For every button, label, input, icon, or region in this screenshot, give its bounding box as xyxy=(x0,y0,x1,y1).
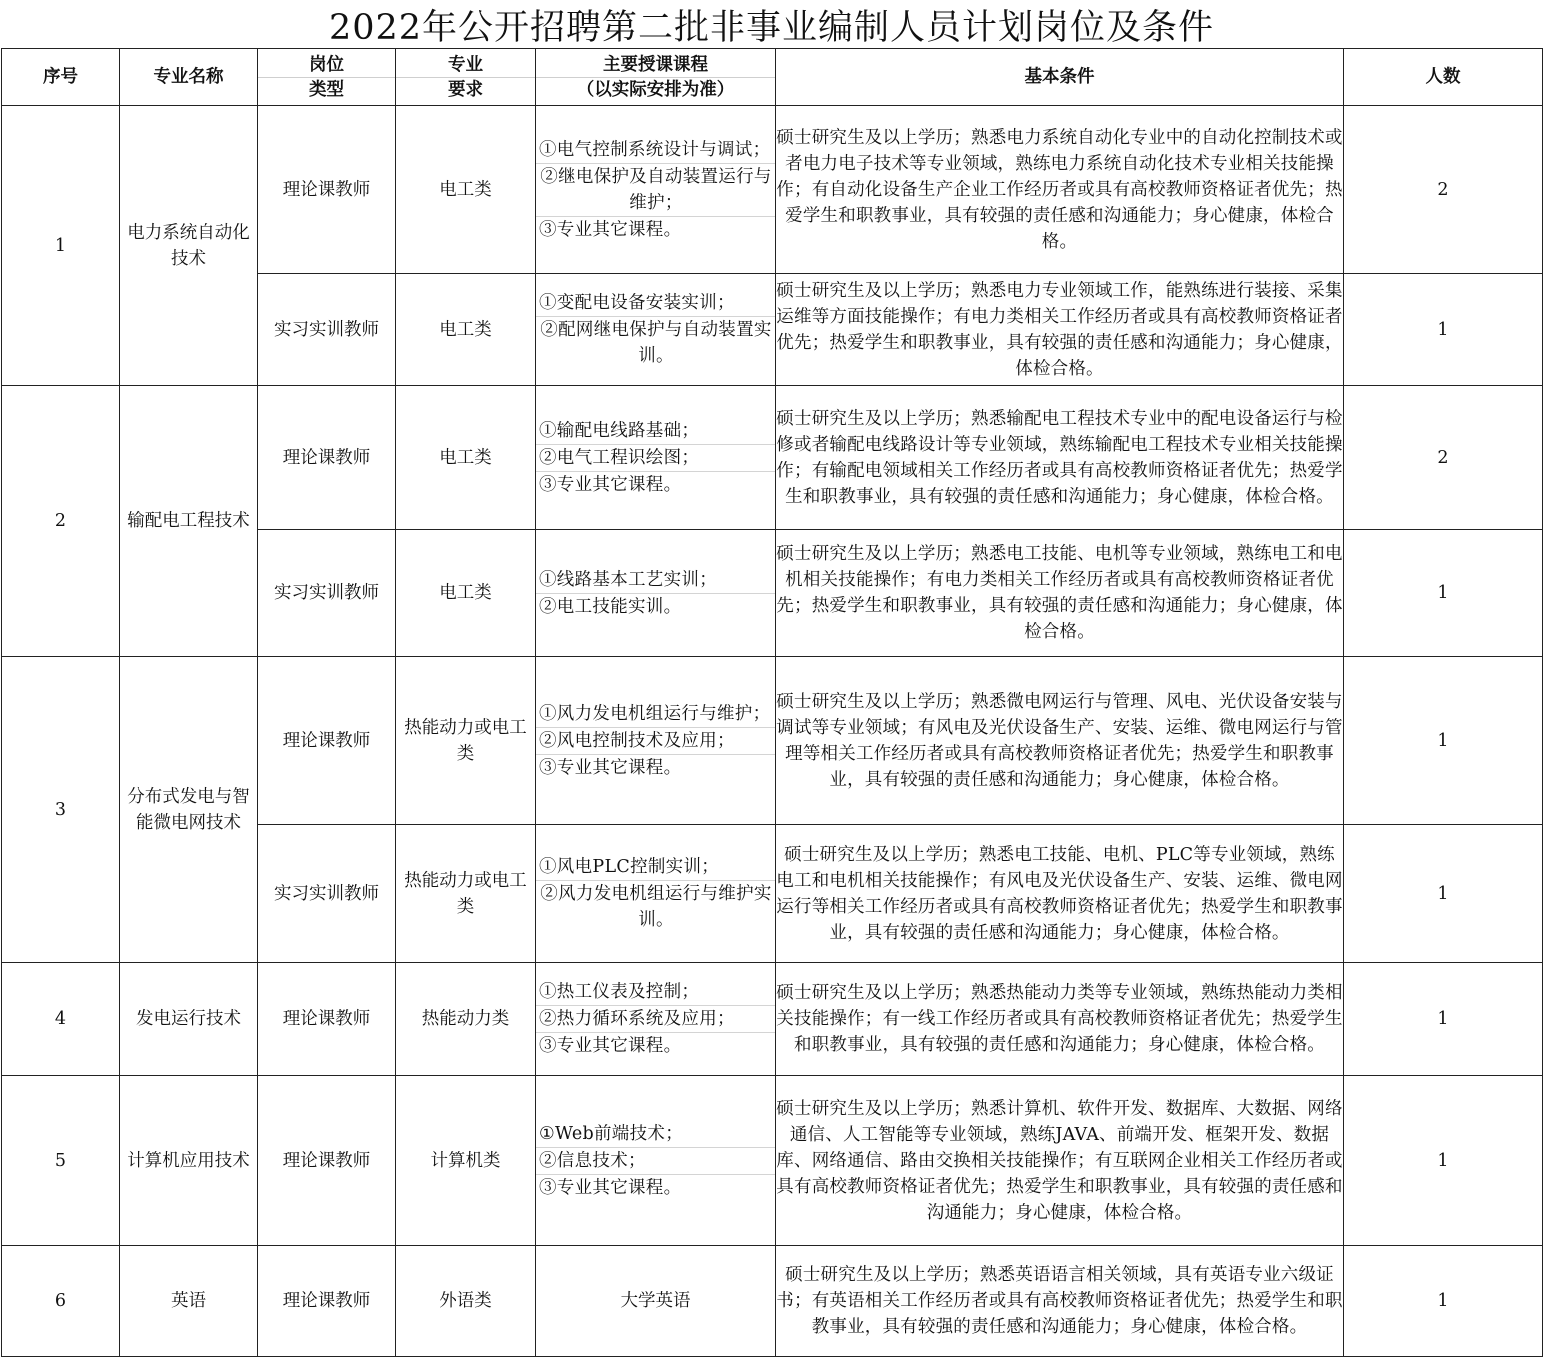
header-post-type-line2: 类型 xyxy=(258,77,395,102)
course-item: ③专业其它课程。 xyxy=(536,216,775,243)
conditions-cell: 硕士研究生及以上学历；熟悉计算机、软件开发、数据库、大数据、网络通信、人工智能等专业领域，熟练JAVA、前端开发、框架开发、数据库、网络通信、路由交换相关技能操作；有互联网企业相关工作经历者或具有高校教师资格证者优先；热爱学生和职教事业，具有较强的责任感和沟通能力；身心健康，体检合格。 xyxy=(776,1076,1344,1246)
header-major-req xyxy=(396,49,536,106)
post-type-cell: 理论课教师 xyxy=(258,1076,396,1246)
count-cell: 1 xyxy=(1344,274,1543,386)
courses-cell xyxy=(536,530,776,657)
post-type-cell: 理论课教师 xyxy=(258,106,396,274)
header-courses xyxy=(536,49,776,106)
course-item: ②风力发电机组运行与维护实训。 xyxy=(536,880,775,933)
major-req-cell: 电工类 xyxy=(396,106,536,274)
conditions-cell: 硕士研究生及以上学历；熟悉微电网运行与管理、风电、光伏设备安装与调试等专业领域；有风电及光伏设备生产、安装、运维、微电网运行与管理等相关工作经历者或具有高校教师资格证者优先；热爱学生和职教事业，具有较强的责任感和沟通能力；身心健康，体检合格。 xyxy=(776,657,1344,825)
courses-cell xyxy=(536,1076,776,1246)
major-cell: 英语 xyxy=(120,1246,258,1357)
major-req-cell: 电工类 xyxy=(396,274,536,386)
course-item: ①线路基本工艺实训； xyxy=(539,569,717,590)
major-req-cell: 计算机类 xyxy=(396,1076,536,1246)
courses-cell xyxy=(536,274,776,386)
count-cell: 1 xyxy=(1344,1246,1543,1357)
header-courses-line2: （以实际安排为准） xyxy=(536,77,775,102)
seq-cell: 6 xyxy=(2,1246,120,1357)
conditions-cell: 硕士研究生及以上学历；熟悉输配电工程技术专业中的配电设备运行与检修或者输配电线路设计等专业领域，熟练输配电工程技术专业相关技能操作；有输配电领域相关工作经历者或具有高校教师资格证者优先；热爱学生和职教事业，具有较强的责任感和沟通能力；身心健康，体检合格。 xyxy=(776,386,1344,530)
table-row xyxy=(2,386,1543,530)
course-item: ①风力发电机组运行与维护； xyxy=(539,703,771,724)
seq-cell: 1 xyxy=(2,106,120,386)
course-item: ②信息技术； xyxy=(536,1147,775,1174)
conditions-cell: 硕士研究生及以上学历；熟悉热能动力类等专业领域，熟练热能动力类相关技能操作；有一线工作经历者或具有高校教师资格证者优先；热爱学生和职教事业，具有较强的责任感和沟通能力；身心健康，体检合格。 xyxy=(776,963,1344,1076)
major-cell: 电力系统自动化技术 xyxy=(120,106,258,386)
header-row xyxy=(2,49,1543,106)
count-cell: 1 xyxy=(1344,825,1543,963)
header-count: 人数 xyxy=(1344,49,1543,106)
table-row xyxy=(2,963,1543,1076)
course-item: ③专业其它课程。 xyxy=(536,1174,775,1201)
major-req-cell: 热能动力或电工类 xyxy=(396,657,536,825)
header-major: 专业名称 xyxy=(120,49,258,106)
course-item: ②配网继电保护与自动装置实训。 xyxy=(536,316,775,369)
seq-cell: 3 xyxy=(2,657,120,963)
course-item: ③专业其它课程。 xyxy=(536,1032,775,1059)
seq-cell: 2 xyxy=(2,386,120,657)
conditions-cell: 硕士研究生及以上学历；熟悉英语语言相关领域，具有英语专业六级证书；有英语相关工作经历者或具有高校教师资格证者优先；热爱学生和职教事业，具有较强的责任感和沟通能力；身心健康，体检合格。 xyxy=(776,1246,1344,1357)
table-row xyxy=(2,1076,1543,1246)
course-item: ③专业其它课程。 xyxy=(536,754,775,781)
course-item: ①Web前端技术； xyxy=(539,1123,684,1144)
table-row xyxy=(2,657,1543,825)
post-type-cell: 理论课教师 xyxy=(258,386,396,530)
conditions-cell: 硕士研究生及以上学历；熟悉电力专业领域工作，能熟练进行装接、采集运维等方面技能操作；有电力类相关工作经历者或具有高校教师资格证者优先；热爱学生和职教事业，具有较强的责任感和沟通能力；身心健康，体检合格。 xyxy=(776,274,1344,386)
count-cell: 1 xyxy=(1344,530,1543,657)
course-item: ①热工仪表及控制； xyxy=(539,982,700,1002)
post-type-cell: 实习实训教师 xyxy=(258,274,396,386)
major-req-cell: 外语类 xyxy=(396,1246,536,1357)
post-type-cell: 理论课教师 xyxy=(258,963,396,1076)
count-cell: 1 xyxy=(1344,963,1543,1076)
course-item: ①输配电线路基础； xyxy=(539,420,700,441)
courses-cell xyxy=(536,963,776,1076)
post-type-cell: 实习实训教师 xyxy=(258,530,396,657)
courses-cell xyxy=(536,825,776,963)
seq-cell: 4 xyxy=(2,963,120,1076)
header-seq: 序号 xyxy=(2,49,120,106)
major-req-cell: 电工类 xyxy=(396,386,536,530)
course-item: ②热力循环系统及应用； xyxy=(536,1005,775,1032)
header-major-req-line2: 要求 xyxy=(396,77,535,102)
major-req-cell: 热能动力类 xyxy=(396,963,536,1076)
header-post-type xyxy=(258,49,396,106)
table-row xyxy=(2,1246,1543,1357)
course-item: ①风电PLC控制实训； xyxy=(539,857,720,877)
count-cell: 2 xyxy=(1344,386,1543,530)
count-cell: 2 xyxy=(1344,106,1543,274)
course-item: ②风电控制技术及应用； xyxy=(536,727,775,754)
count-cell: 1 xyxy=(1344,657,1543,825)
courses-cell xyxy=(536,657,776,825)
course-item: ①电气控制系统设计与调试； xyxy=(539,139,771,160)
major-cell: 分布式发电与智能微电网技术 xyxy=(120,657,258,963)
course-item: ②继电保护及自动装置运行与维护； xyxy=(536,163,775,216)
course-item: ③专业其它课程。 xyxy=(536,471,775,498)
header-courses-line1: 主要授课课程 xyxy=(603,54,708,75)
recruitment-table xyxy=(1,48,1543,1357)
table-row xyxy=(2,106,1543,274)
course-item: ②电气工程识绘图； xyxy=(536,444,775,471)
course-item: ②电工技能实训。 xyxy=(536,593,775,620)
conditions-cell: 硕士研究生及以上学历；熟悉电工技能、电机、PLC等专业领域，熟练电工和电机相关技能操作；有风电及光伏设备生产、安装、运维、微电网运行等相关工作经历者或具有高校教师资格证者优先；热爱学生和职教事业，具有较强的责任感和沟通能力；身心健康，体检合格。 xyxy=(776,825,1344,963)
header-post-type-line1: 岗位 xyxy=(309,54,344,75)
header-major-req-line1: 专业 xyxy=(448,54,483,75)
courses-cell xyxy=(536,386,776,530)
courses-cell xyxy=(536,106,776,274)
post-type-cell: 实习实训教师 xyxy=(258,825,396,963)
count-cell: 1 xyxy=(1344,1076,1543,1246)
conditions-cell: 硕士研究生及以上学历；熟悉电工技能、电机等专业领域，熟练电工和电机相关技能操作；有电力类相关工作经历者或具有高校教师资格证者优先；热爱学生和职教事业，具有较强的责任感和沟通能力；身心健康，体检合格。 xyxy=(776,530,1344,657)
major-req-cell: 热能动力或电工类 xyxy=(396,825,536,963)
seq-cell: 5 xyxy=(2,1076,120,1246)
post-type-cell: 理论课教师 xyxy=(258,1246,396,1357)
major-req-cell: 电工类 xyxy=(396,530,536,657)
course-item: ①变配电设备安装实训； xyxy=(539,293,735,313)
courses-cell: 大学英语 xyxy=(536,1246,776,1357)
major-cell: 发电运行技术 xyxy=(120,963,258,1076)
conditions-cell: 硕士研究生及以上学历；熟悉电力系统自动化专业中的自动化控制技术或者电力电子技术等专业领域，熟练电力系统自动化技术专业相关技能操作；有自动化设备生产企业工作经历者或具有高校教师资格证者优先；热爱学生和职教事业，具有较强的责任感和沟通能力；身心健康，体检合格。 xyxy=(776,106,1344,274)
header-conditions: 基本条件 xyxy=(776,49,1344,106)
major-cell: 计算机应用技术 xyxy=(120,1076,258,1246)
major-cell: 输配电工程技术 xyxy=(120,386,258,657)
document-title: 2022年公开招聘第二批非事业编制人员计划岗位及条件 xyxy=(328,8,1215,48)
post-type-cell: 理论课教师 xyxy=(258,657,396,825)
